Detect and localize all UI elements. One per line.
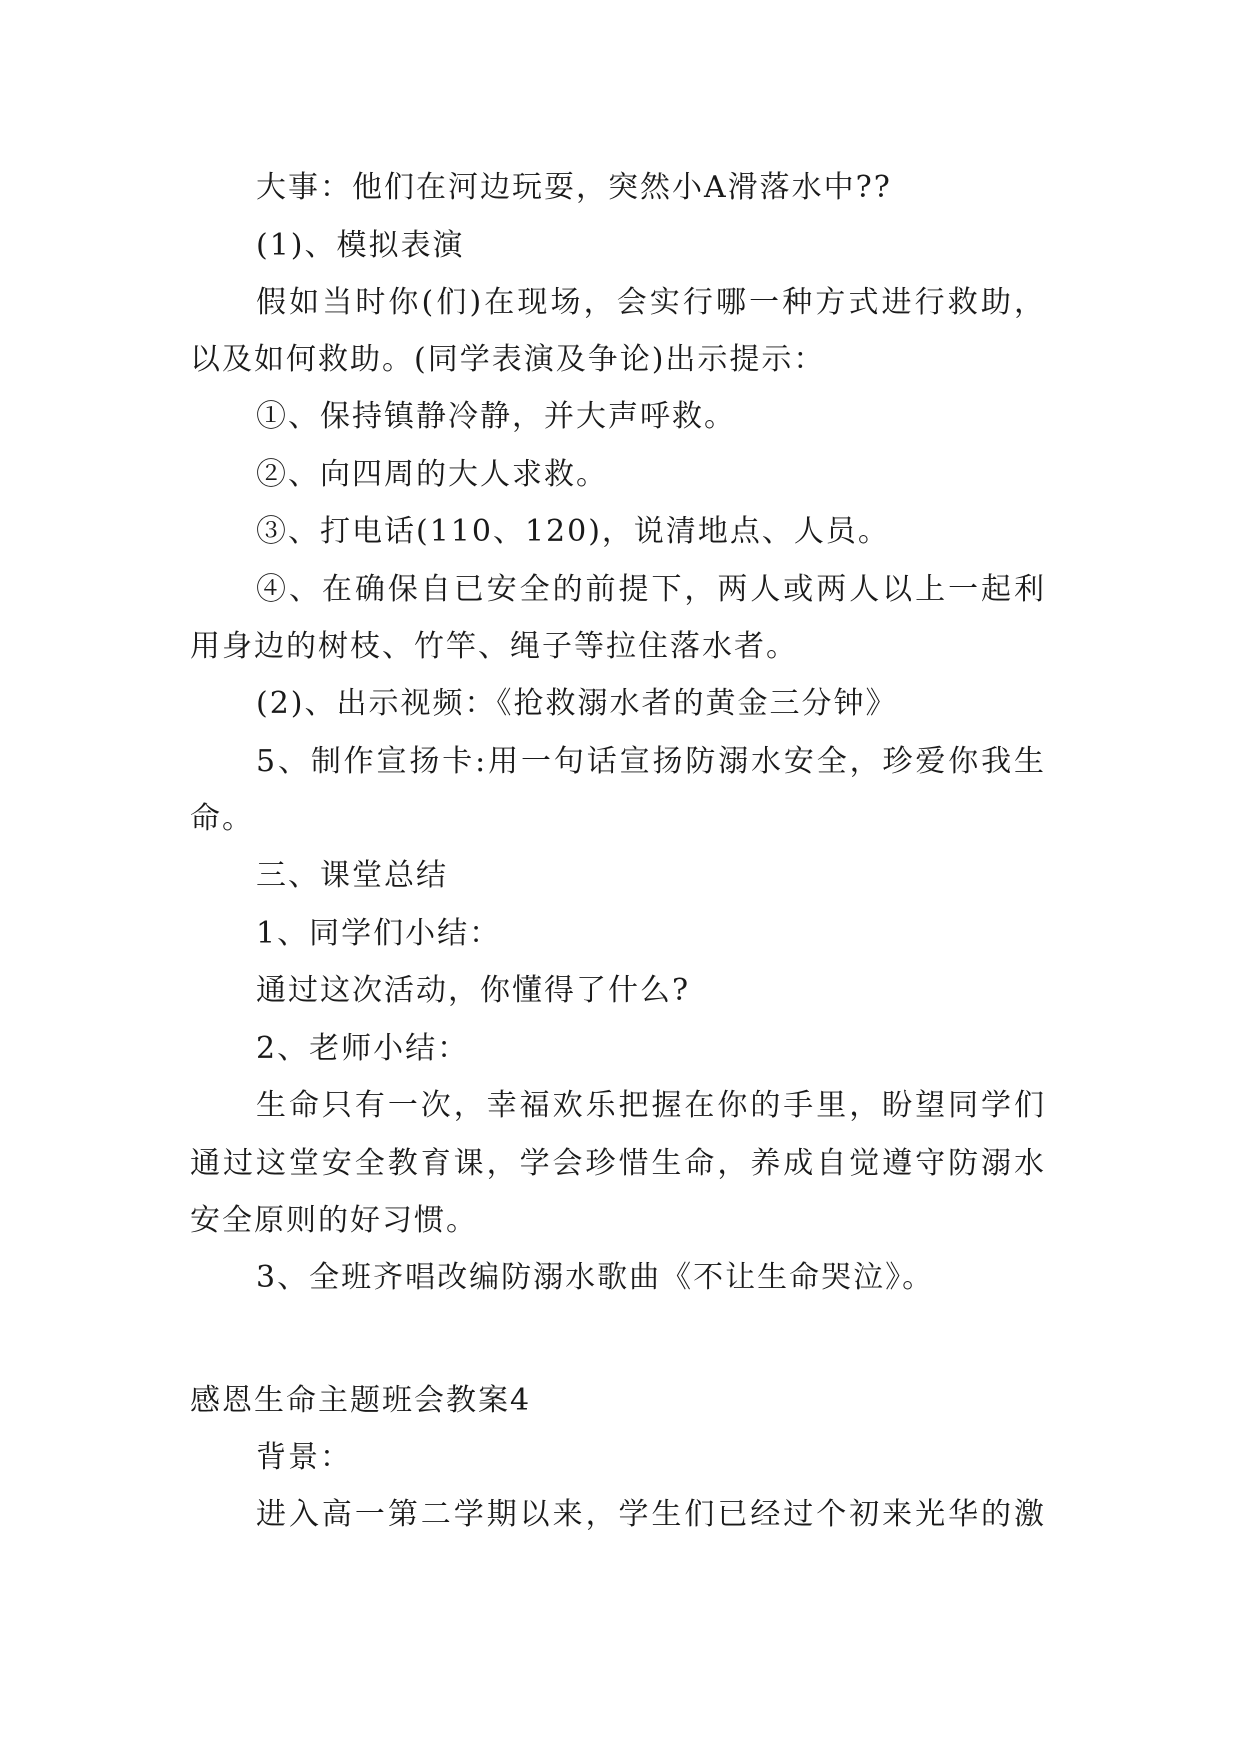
paragraph-line: (1)、模拟表演 [256,228,465,263]
paragraph-line: 5、制作宣扬卡:用一句话宣扬防溺水安全，珍爱你我生 [256,744,1046,779]
list-item: ①、保持镇静冷静，并大声呼救。 [256,399,736,434]
paragraph-line: 1、同学们小结： [256,916,502,951]
list-item: ③、打电话(110、120)，说清地点、人员。 [256,514,890,549]
paragraph-line: 假如当时你(们)在现场，会实行哪一种方式进行救助， [256,285,1046,320]
document-title: 感恩生命主题班会教案4 [190,1383,532,1418]
paragraph-line: 大事：他们在河边玩耍，突然小A滑落水中?? [256,170,892,205]
paragraph-line: 进入高一第二学期以来，学生们已经过个初来光华的激 [256,1497,1046,1532]
section-heading: 三、课堂总结 [256,858,448,893]
paragraph-line: 3、全班齐唱改编防溺水歌曲《不让生命哭泣》。 [256,1260,935,1295]
paragraph-line: 以及如何救助。(同学表演及争论)出示提示： [190,342,826,377]
paragraph-line: 2、老师小结： [256,1031,470,1066]
paragraph-line: 通过这次活动，你懂得了什么? [256,973,691,1008]
paragraph-line: 背景： [256,1440,352,1475]
list-item: ②、向四周的大人求救。 [256,457,608,492]
paragraph-line: 命。 [190,801,254,836]
paragraph-line: 安全原则的好习惯。 [190,1203,478,1238]
paragraph-line: 生命只有一次，幸福欢乐把握在你的手里，盼望同学们 [256,1088,1046,1123]
list-item: ④、在确保自已安全的前提下，两人或两人以上一起利 [256,572,1046,607]
paragraph-line: (2)、出示视频：《抢救溺水者的黄金三分钟》 [256,686,898,721]
paragraph-line: 用身边的树枝、竹竿、绳子等拉住落水者。 [190,629,798,664]
paragraph-line: 通过这堂安全教育课，学会珍惜生命，养成自觉遵守防溺水 [190,1146,1046,1181]
